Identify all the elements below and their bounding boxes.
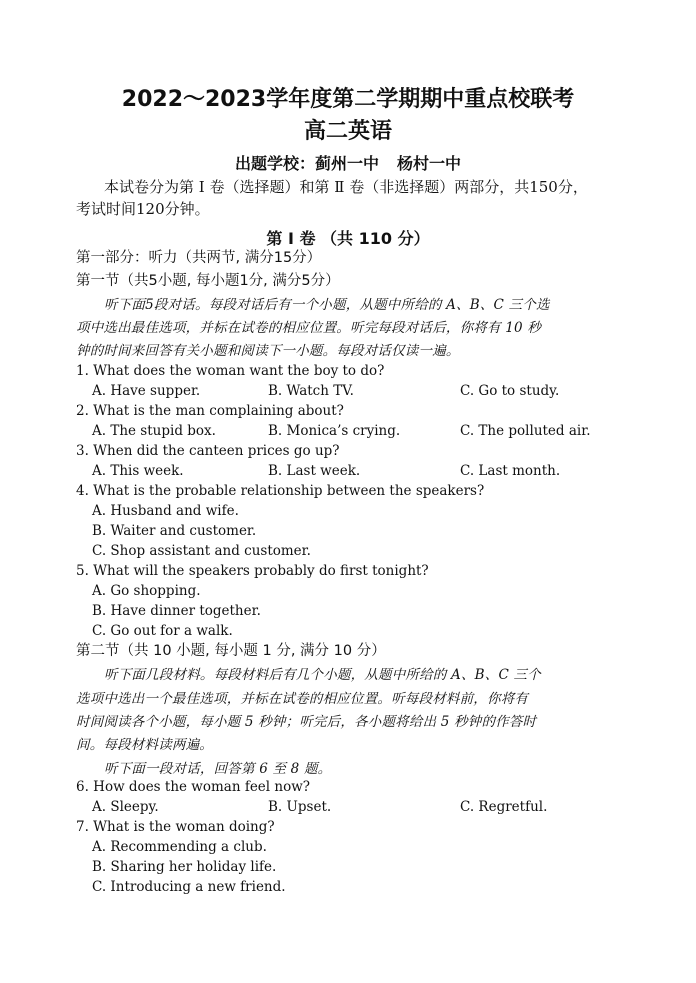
q3-option-b: B. Last week. xyxy=(268,463,361,479)
q6-option-a: A. Sleepy. xyxy=(92,799,159,815)
section-1-instruction-2: 项中选出最佳选项，并标在试卷的相应位置。听完每段对话后，你将有 10 秒 xyxy=(76,320,541,336)
section-2-instruction-2: 选项中选出一个最佳选项，并标在试卷的相应位置。听每段材料前，你将有 xyxy=(76,691,529,707)
q2-option-a: A. The stupid box. xyxy=(92,423,216,439)
q7-option-b: B. Sharing her holiday life. xyxy=(92,859,277,875)
q4-option-a: A. Husband and wife. xyxy=(92,503,239,519)
intro-line-1: 本试卷分为第 Ⅰ 卷（选择题）和第 Ⅱ 卷（非选择题）两部分，共150分， xyxy=(104,178,588,196)
schools-label: 出题学校：蓟州一中 xyxy=(234,154,379,173)
section-2-instruction-1: 听下面几段材料。每段材料后有几个小题，从题中所给的 A、B、C 三个 xyxy=(104,667,541,683)
q6-option-b: B. Upset. xyxy=(268,799,332,815)
dialog-note: 听下面一段对话，回答第 6 至 8 题。 xyxy=(104,761,332,777)
q4-option-c: C. Shop assistant and customer. xyxy=(92,543,311,559)
exam-subtitle: 高二英语 xyxy=(303,119,392,144)
section-1-instruction-3: 钟的时间来回答有关小题和阅读下一小题。每段对话仅读一遍。 xyxy=(76,343,460,359)
part-1-heading: 第一部分：听力（共两节, 满分15分） xyxy=(76,250,322,266)
intro-line-2: 考试时间120分钟。 xyxy=(76,200,210,218)
question-5: 5. What will the speakers probably do first tonight? xyxy=(76,563,429,579)
q5-option-c: C. Go out for a walk. xyxy=(92,623,233,639)
q1-option-a: A. Have supper. xyxy=(92,383,201,399)
q7-option-c: C. Introducing a new friend. xyxy=(92,879,286,895)
q3-option-c: C. Last month. xyxy=(460,463,561,479)
q2-option-b: B. Monica’s crying. xyxy=(268,423,401,439)
question-6: 6. How does the woman feel now? xyxy=(76,779,311,795)
school-2: 杨村一中 xyxy=(397,154,462,173)
question-4: 4. What is the probable relationship between the speakers? xyxy=(76,483,485,499)
q1-option-b: B. Watch TV. xyxy=(268,383,354,399)
section-2-instruction-3: 时间阅读各个小题，每小题 5 秒钟；听完后，各小题将给出 5 秒钟的作答时 xyxy=(76,714,537,730)
q1-option-c: C. Go to study. xyxy=(460,383,560,399)
q7-option-a: A. Recommending a club. xyxy=(92,839,267,855)
question-2: 2. What is the man complaining about? xyxy=(76,403,344,419)
exam-title: 2022～2023学年度第二学期期中重点校联考 xyxy=(121,87,575,112)
q6-option-c: C. Regretful. xyxy=(460,799,548,815)
q5-option-b: B. Have dinner together. xyxy=(92,603,261,619)
volume-1-heading: 第 Ⅰ 卷 （共 110 分） xyxy=(266,229,430,248)
section-2-instruction-4: 间。每段材料读两遍。 xyxy=(76,737,213,753)
question-7: 7. What is the woman doing? xyxy=(76,819,275,835)
section-2-heading: 第二节（共 10 小题, 每小题 1 分, 满分 10 分） xyxy=(76,643,386,659)
q4-option-b: B. Waiter and customer. xyxy=(92,523,257,539)
section-1-heading: 第一节（共5小题, 每小题1分, 满分5分） xyxy=(76,273,340,289)
question-3: 3. When did the canteen prices go up? xyxy=(76,443,340,459)
q5-option-a: A. Go shopping. xyxy=(92,583,201,599)
schools-line xyxy=(0,151,696,174)
q3-option-a: A. This week. xyxy=(92,463,184,479)
section-1-instruction-1: 听下面5段对话。每段对话后有一个小题，从题中所给的 A、B、C 三个选 xyxy=(104,297,550,313)
q2-option-c: C. The polluted air. xyxy=(460,423,591,439)
question-1: 1. What does the woman want the boy to do? xyxy=(76,363,385,379)
